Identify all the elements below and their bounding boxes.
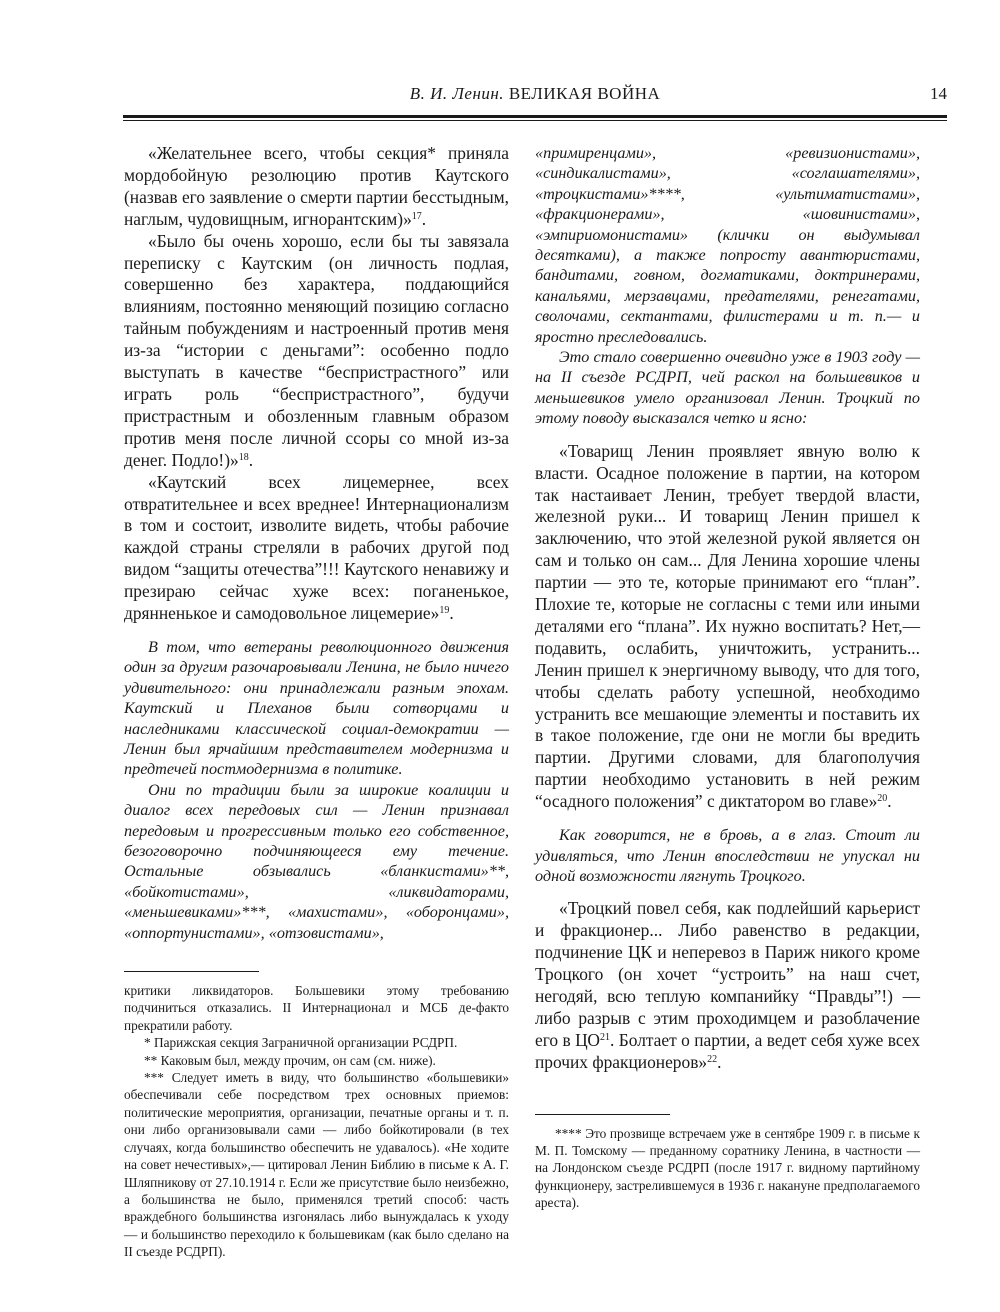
commentary-paragraph: В том, что ветераны революционного движения один за другим разочаровывали Ленина, не было ничего удивительного: они принадлежали разным эпохам. Каутский и Плеханов были сотворцами и наследниками классической социал-демократии — Ленин был ярчайшим представителем модернизма и предтечей постмодернизма в политике. xyxy=(124,637,509,779)
footnote: *** Следует иметь в виду, что большинство «большевики» обеспечивали себе посредством трех основных приемов: политические мероприятия, организации, печатные органы и т. п. они либо организовывали сами — либо бойкотировали (в тех случаях, когда большинство обеспечить не удавалось). «Не ходите на совет нечестивых»,— цитировал Ленин Библию в письме к А. Г. Шляпникову от 27.10.1914 г. Если же присутствие было неизбежно, а большинства не было, применялся третий способ: часть враждебного большинства изгонялась либо вынуждалась к уходу — и большинство переходило к большевикам (как было сделано на II съезде РСДРП). xyxy=(124,1070,509,1260)
footnotes-left xyxy=(124,971,509,1261)
endnote-ref[interactable]: 19 xyxy=(439,605,450,617)
endnote-ref[interactable]: 18 xyxy=(238,451,249,463)
commentary-paragraph: Это стало совершенно очевидно уже в 1903 году — на II съезде РСДРП, чей раскол на большевиков и меньшевиков умело организовал Ленин. Троцкий по этому поводу высказался четко и ясно: xyxy=(535,348,920,428)
endnote-ref[interactable]: 22 xyxy=(707,1053,718,1065)
quote-paragraph: «Желательнее всего, чтобы секция* приняла мордобойную резолюцию против Каутского (назвав его заявление о смерти партии бесстыдным, наглым, чудовищным, игнорантским)»$^{17}$. xyxy=(124,143,509,229)
footnote: * Парижская секция Заграничной организации РСДРП. xyxy=(144,1035,458,1051)
footnote-separator xyxy=(124,971,259,972)
running-header xyxy=(123,84,947,108)
page-number: 14 xyxy=(930,84,947,103)
commentary-paragraph: Они по традиции были за широкие коалиции и диалог всех передовых сил — Ленин признавал передовым и прогрессивным только его собственное, безоговорочно подчиняющееся ему течение. Остальные обзывались «бланкистами»**, «бойкотистами», «ликвидаторами, «меньшевиками»***, «махистами», «оборонцами», «оппортунистами», «отзовистами», xyxy=(124,780,509,942)
commentary-paragraph: «примиренцами», «ревизионистами», «синдикалистами», «соглашателями», «троцкистами»****, «ультиматистами», «фракционерами», «шовинистами», «эмпириомонистами» (клички он выдумывал десятками), а также попросту авантюристами, бандитами, говном, догматиками, доктринерами, канальями, мерзавцами, предателями, ренегатами, сволочами, сектантами, филистерами и т. п.— и яростно преследовались. xyxy=(535,144,920,346)
header-rule-thin xyxy=(123,120,947,121)
right-column xyxy=(535,143,920,1212)
lenin-quote: «Троцкий повел себя, как подлейший карьерист и фракционер... Либо равенство в редакции, подчинение ЦК и неперевоз в Париж никого кроме Троцкого (он хочет “устроить” на наш счет, негодяй, всю теплую компанийку “Правды”!) — либо разрыв с этим проходимцем и разоблачение его в ЦО$^{21}$. Болтает о партии, а ведет себя хуже всех прочих фракционеров»$^{22}$. xyxy=(535,898,920,1072)
trotsky-quote: «Товарищ Ленин проявляет явную волю к власти. Осадное положение в партии, на котором так настаивает Ленин, требует твердой власти, железной руки... И товарищ Ленин пришел к заключению, что этой железной рукой является он сам и только он сам... Для Ленина хорошие члены партии — это те, которые принимают его “план”. Плохие те, которые не согласны с теми или иными деталями его “плана”. Их нужно воспитать? Нет,— подавить, ослабить, уничтожить, устранить... Ленин пришел к энергичному выводу, что для того, чтобы сделать работу успешной, необходимо устранить все мешающие элементы и поставить их в такое положение, где они не могли бы вредить партии. Другими словами, для благополучия партии необходимо установить в ней режим “осадного положения” с диктатором во главе»$^{20}$. xyxy=(535,440,920,812)
quote-paragraph: «Каутский всех лицемернее, всех отвратительнее и всех вреднее! Интернационализм в том и состоит, изволите видеть, чтобы рабочие каждой страны стреляли в рабочих другой под видом “защиты отечества”!!! Каутского ненавижу и презираю сейчас хуже всех: поганенькое, дрянненькое и самодовольное лицемерие»$^{19}$. xyxy=(124,471,509,624)
left-column xyxy=(124,143,509,1261)
endnote-ref[interactable]: 17 xyxy=(411,210,422,222)
header-rule-thick xyxy=(123,115,947,118)
footnotes-right xyxy=(535,1114,920,1212)
header-author: В. И. Ленин. xyxy=(409,84,505,103)
footnote: **** Это прозвище встречаем уже в сентябре 1909 г. в письме к М. П. Томскому — преданному соратнику Ленина, в частности — на Лондонском съезде РСДРП (после 1917 г. видному партийному функционеру, застрелившемуся в 1936 г. накануне предполагаемого ареста). xyxy=(535,1125,920,1211)
commentary-paragraph: Как говорится, не в бровь, а в глаз. Стоит ли удивляться, что Ленин впоследствии не упускал ни одной возможности лягнуть Троцкого. xyxy=(535,826,920,885)
running-title xyxy=(123,84,947,104)
footnote: ** Каковым был, между прочим, он сам (см. ниже). xyxy=(144,1052,436,1068)
footnote-separator xyxy=(535,1114,670,1115)
quote-paragraph: «Было бы очень хорошо, если бы ты завязала переписку с Каутским (он личность подлая, совершенно без характера, поддающийся влияниям, постоянно меняющий позицию согласно тайным побуждениям и настроенный против меня из-за “истории с деньгами”: особенно подло выступать в качестве “беспристрастного” или играть роль “беспристрастного”, будучи пристрастным и обозленным главным образом против меня после личной ссоры со мной из-за денег. Подло!)»$^{18}$. xyxy=(124,230,509,470)
endnote-ref[interactable]: 20 xyxy=(877,793,888,805)
endnote-ref[interactable]: 21 xyxy=(600,1031,610,1043)
header-book-title: ВЕЛИКАЯ ВОЙНА xyxy=(508,84,661,103)
footnote-continuation: критики ликвидаторов. Большевики этому требованию подчиниться отказались. II Интернационал и МСБ де-факто прекратили работу. xyxy=(124,983,509,1033)
